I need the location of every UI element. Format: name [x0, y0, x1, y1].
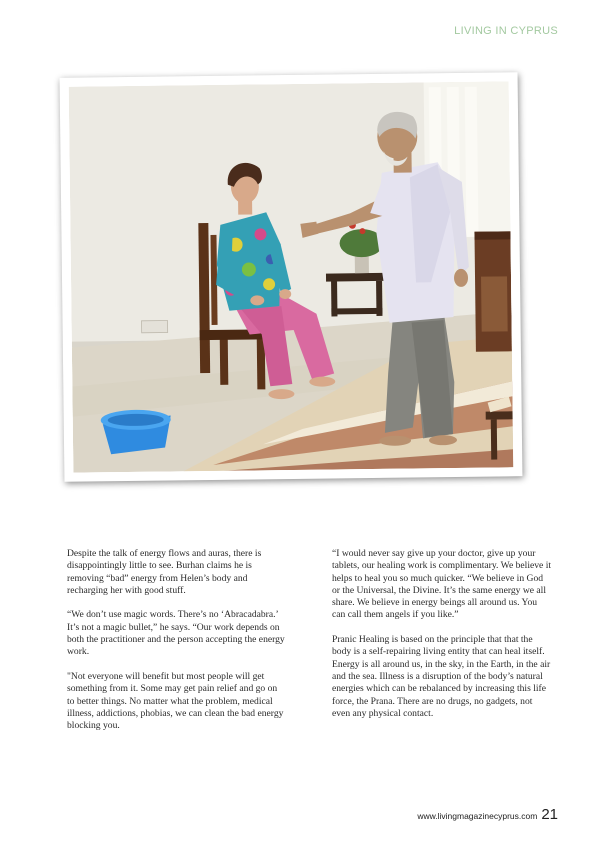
section-header: LIVING IN CYPRUS: [454, 25, 558, 37]
photo-illustration: [69, 81, 514, 472]
article-column-right: [332, 548, 552, 732]
article-photo: [69, 81, 514, 472]
paragraph: Despite the talk of energy flows and auras, there is disappointingly little to see. Burhan claims he is removing “bad” energy from Helen’s body and recharging her with good stuff.: [67, 548, 262, 596]
paragraph: “We don’t use magic words. There’s no ‘Abracadabra.’ It’s not a magic bullet,” he says. “Our work depends on both the practitioner and the person accepting the energy work.: [67, 609, 285, 658]
paragraph: Pranic Healing is based on the principle that that the body is a self-repairing living entity that can heal itself. Energy is all around us, in the sky, in the Earth, in the air and the sea. Illness is a disruption of the body’s natural energies which can be rebalanced by increasing this life force, the Prana. There are no drugs, no gadgets, not even any physical contact.: [332, 634, 551, 719]
article-column-left: [67, 548, 287, 745]
photo-frame: [60, 72, 523, 482]
footer-url[interactable]: www.livingmagazinecyprus.com: [417, 811, 538, 821]
paragraph: "Not everyone will benefit but most people will get something from it. Some may get pain relief and go on to better things. No matter what the problem, medical illness, addictions, phobias, we can clean the bad energy blocking you.: [67, 670, 284, 732]
page-number: 21: [541, 806, 558, 823]
paragraph: “I would never say give up your doctor, give up your tablets, our healing work is complimentary. We believe it helps to heal you so much quicker. “We believe in God or the Universal, the Divine. It’s the same energy we all share. We believe in energy beings all around us. You can call them angels if you like.”: [332, 548, 552, 621]
page-footer: [417, 806, 558, 823]
